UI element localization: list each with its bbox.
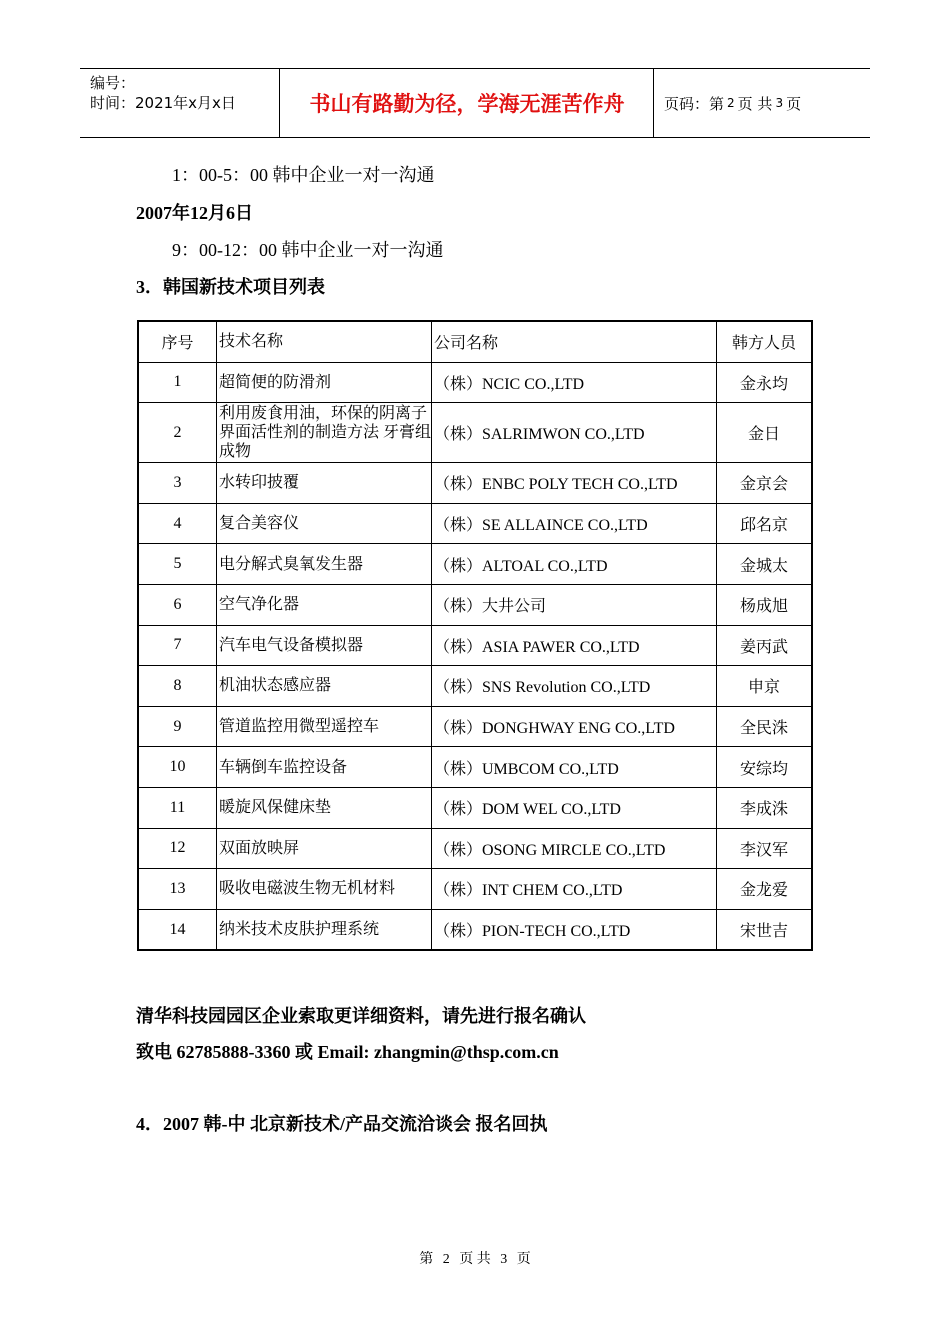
section-3-title: 3．韩国新技术项目列表 [136,277,325,297]
korean-staff: 申京 [717,666,813,707]
korean-staff: 姜丙武 [717,625,813,666]
row-number: 6 [138,584,217,625]
korean-staff: 安综均 [717,747,813,788]
header-page-info [654,69,870,137]
tech-name: 暖旋风保健床垫 [217,787,432,828]
row-number: 1 [138,362,217,403]
section-4-title: 4．2007 韩-中 北京新技术/产品交流洽谈会 报名回执 [136,1114,548,1134]
schedule-line-1: 1：00-5：00 韩中企业一对一沟通 [172,165,435,185]
company-name: （株）ASIA PAWER CO.,LTD [432,625,717,666]
header-page-current: 2 [727,96,735,110]
row-number: 12 [138,828,217,869]
footer-total-pages: 3 [500,1252,508,1267]
tech-name: 利用废食用油，环保的阴离子界面活性剂的制造方法 牙膏组成物 [217,403,432,463]
doc-time-label: 时间：2021年x月x日 [90,94,236,112]
row-number: 5 [138,544,217,585]
table-row [138,747,812,788]
header-tech-name: 技术名称 [217,321,432,362]
tech-name: 复合美容仪 [217,503,432,544]
company-name: （株）INT CHEM CO.,LTD [432,869,717,910]
row-number: 4 [138,503,217,544]
page-header [80,68,870,138]
company-name: （株）SALRIMWON CO.,LTD [432,403,717,463]
footer-prefix: 第 [419,1252,434,1267]
tech-project-table [137,320,813,951]
table-body [138,321,812,950]
table-row [138,362,812,403]
header-no: 序号 [138,321,217,362]
table-row [138,828,812,869]
tech-name: 空气净化器 [217,584,432,625]
korean-staff: 邱名京 [717,503,813,544]
table-row [138,544,812,585]
tech-name: 超简便的防滑剂 [217,362,432,403]
row-number: 8 [138,666,217,707]
row-number: 3 [138,463,217,504]
company-name: （株）PION-TECH CO.,LTD [432,909,717,950]
contact-line-2: 致电 62785888-3360 或 Email: zhangmin@thsp.com.cn [136,1042,559,1062]
header-korean-staff: 韩方人员 [717,321,813,362]
header-page-mid: 页 共 [737,94,773,113]
company-name: （株）OSONG MIRCLE CO.,LTD [432,828,717,869]
table-row [138,503,812,544]
row-number: 10 [138,747,217,788]
table-row [138,787,812,828]
company-name: （株）DOM WEL CO.,LTD [432,787,717,828]
korean-staff: 金京会 [717,463,813,504]
row-number: 13 [138,869,217,910]
footer-current-page: 2 [442,1252,450,1267]
tech-name: 机油状态感应器 [217,666,432,707]
table-row [138,463,812,504]
tech-name: 电分解式臭氧发生器 [217,544,432,585]
korean-staff: 宋世吉 [717,909,813,950]
table-row [138,706,812,747]
table-header-row [138,321,812,362]
tech-name: 汽车电气设备模拟器 [217,625,432,666]
table-row [138,666,812,707]
header-meta [80,69,280,137]
company-name: （株）SNS Revolution CO.,LTD [432,666,717,707]
row-number: 14 [138,909,217,950]
schedule-line-2: 9：00-12：00 韩中企业一对一沟通 [172,240,444,260]
row-number: 11 [138,787,217,828]
header-motto: 书山有路勤为径，学海无涯苦作舟 [281,69,654,137]
header-page-suffix: 页 [786,94,802,113]
company-name: （株）SE ALLAINCE CO.,LTD [432,503,717,544]
table-row [138,403,812,463]
page-footer [0,1248,950,1268]
company-name: （株）ALTOAL CO.,LTD [432,544,717,585]
korean-staff: 金龙爱 [717,869,813,910]
company-name: （株）NCIC CO.,LTD [432,362,717,403]
tech-name: 吸收电磁波生物无机材料 [217,869,432,910]
tech-name: 管道监控用微型遥控车 [217,706,432,747]
contact-line-1: 清华科技园园区企业索取更详细资料，请先进行报名确认 [136,1006,586,1026]
korean-staff: 金永均 [717,362,813,403]
table-row [138,909,812,950]
header-page-total: 3 [775,96,784,110]
korean-staff: 李成洙 [717,787,813,828]
header-page-prefix: 页码：第 [664,94,725,113]
footer-suffix: 页 [516,1252,531,1267]
tech-name: 纳米技术皮肤护理系统 [217,909,432,950]
header-company-name: 公司名称 [432,321,717,362]
company-name: （株）大井公司 [432,584,717,625]
company-name: （株）DONGHWAY ENG CO.,LTD [432,706,717,747]
doc-number-label: 编号： [90,74,136,92]
table-row [138,869,812,910]
table-row [138,625,812,666]
company-name: （株）ENBC POLY TECH CO.,LTD [432,463,717,504]
row-number: 2 [138,403,217,463]
schedule-date-2: 2007年12月6日 [136,203,253,223]
korean-staff: 李汉军 [717,828,813,869]
row-number: 7 [138,625,217,666]
korean-staff: 金日 [717,403,813,463]
company-name: （株）UMBCOM CO.,LTD [432,747,717,788]
korean-staff: 金城太 [717,544,813,585]
korean-staff: 杨成旭 [717,584,813,625]
tech-name: 水转印披覆 [217,463,432,504]
tech-name: 车辆倒车监控设备 [217,747,432,788]
korean-staff: 全民洙 [717,706,813,747]
tech-name: 双面放映屏 [217,828,432,869]
row-number: 9 [138,706,217,747]
footer-mid: 页 共 [459,1252,491,1267]
table-row [138,584,812,625]
